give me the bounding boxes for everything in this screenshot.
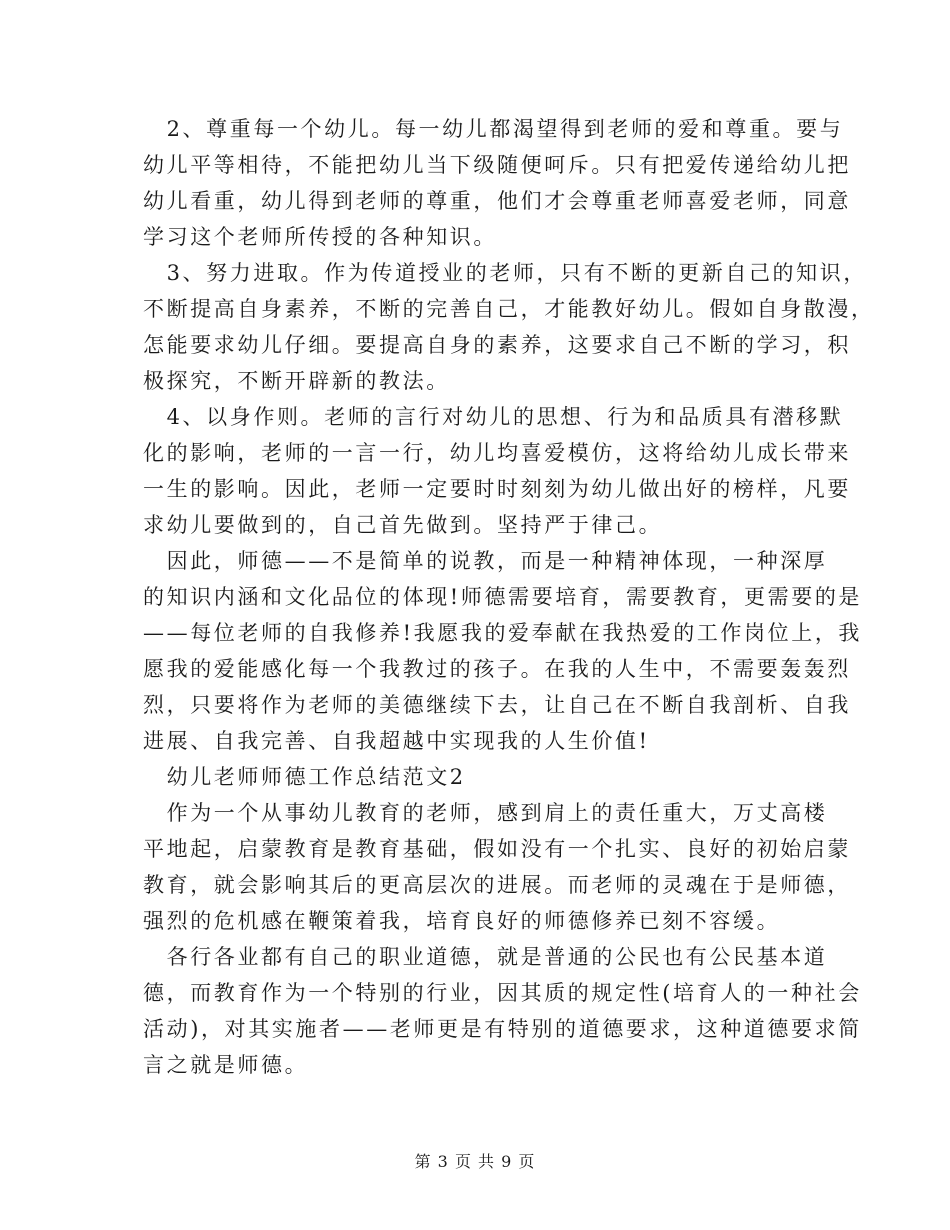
text-line: 化的影响，老师的一言一行，幼儿均喜爱模仿，这将给幼儿成长带来 bbox=[143, 441, 851, 465]
text-line: 平地起，启蒙教育是教育基础，假如没有一个扎实、良好的初始启蒙 bbox=[143, 837, 851, 861]
text-line: 作为一个从事幼儿教育的老师，感到肩上的责任重大，万丈高楼 bbox=[143, 801, 828, 825]
text-line: ——每位老师的自我修养!我愿我的爱奉献在我热爱的工作岗位上，我 bbox=[143, 621, 863, 645]
text-line: 各行各业都有自己的职业道德，就是普通的公民也有公民基本道 bbox=[143, 945, 828, 969]
text-line: 强烈的危机感在鞭策着我，培育良好的师德修养已刻不容缓。 bbox=[143, 909, 781, 933]
text-line: 烈，只要将作为老师的美德继续下去，让自己在不断自我剖析、自我 bbox=[143, 693, 851, 717]
text-line: 因此，师德——不是简单的说教，而是一种精神体现，一种深厚 bbox=[143, 549, 828, 573]
text-line: 幼儿平等相待，不能把幼儿当下级随便呵斥。只有把爱传递给幼儿把 bbox=[143, 153, 851, 177]
text-line: 极探究，不断开辟新的教法。 bbox=[143, 369, 450, 393]
text-line: 怎能要求幼儿仔细。要提高自身的素养，这要求自己不断的学习，积 bbox=[143, 333, 851, 357]
text-line: 2、尊重每一个幼儿。每一幼儿都渴望得到老师的爱和尊重。要与 bbox=[143, 117, 844, 141]
text-line: 3、努力进取。作为传道授业的老师，只有不断的更新自己的知识， bbox=[143, 261, 867, 285]
text-line: 求幼儿要做到的，自己首先做到。坚持严于律己。 bbox=[143, 513, 663, 537]
text-line: 一生的影响。因此，老师一定要时时刻刻为幼儿做出好的榜样，凡要 bbox=[143, 477, 851, 501]
text-line: 言之就是师德。 bbox=[143, 1053, 309, 1077]
page-indicator: 第 3 页 共 9 页 bbox=[414, 1152, 536, 1171]
text-line: 教育，就会影响其后的更高层次的进展。而老师的灵魂在于是师德， bbox=[143, 873, 851, 897]
text-line: 进展、自我完善、自我超越中实现我的人生价值! bbox=[143, 729, 650, 753]
text-line: 活动)，对其实施者——老师更是有特别的道德要求，这种道德要求简 bbox=[143, 1017, 862, 1041]
text-line: 愿我的爱能感化每一个我教过的孩子。在我的人生中，不需要轰轰烈 bbox=[143, 657, 851, 681]
section-heading: 幼儿老师师德工作总结范文2 bbox=[143, 765, 466, 789]
text-line: 4、以身作则。老师的言行对幼儿的思想、行为和品质具有潜移默 bbox=[143, 405, 844, 429]
text-line: 德，而教育作为一个特别的行业，因其质的规定性(培育人的一种社会 bbox=[143, 981, 862, 1005]
text-line: 幼儿看重，幼儿得到老师的尊重，他们才会尊重老师喜爱老师，同意 bbox=[143, 189, 851, 213]
text-line: 的知识内涵和文化品位的体现!师德需要培育，需要教育，更需要的是 bbox=[143, 585, 863, 609]
text-line: 学习这个老师所传授的各种知识。 bbox=[143, 225, 497, 249]
text-line: 不断提高自身素养，不断的完善自己，才能教好幼儿。假如自身散漫， bbox=[143, 297, 875, 321]
